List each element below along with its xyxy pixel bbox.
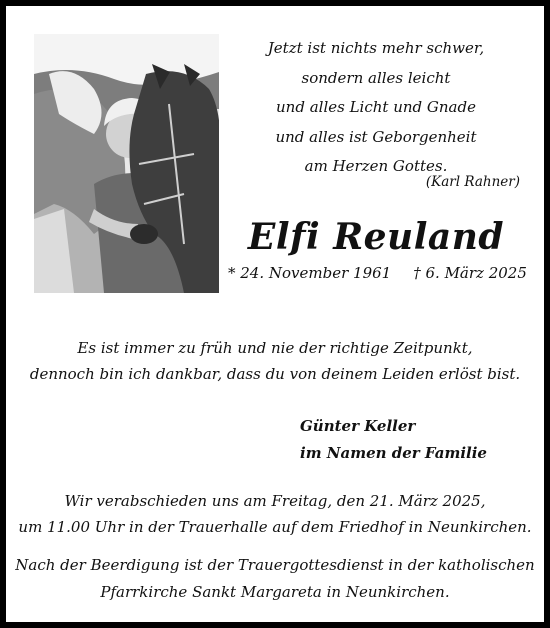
poem-line-3: und alles Licht und Gnade: [276, 98, 476, 116]
life-dates: [228, 264, 526, 282]
memorial-mass-info: [6, 552, 544, 606]
signature: [300, 413, 487, 467]
birth-date: * 24. November 1961: [228, 264, 392, 282]
death-date: † 6. März 2025: [413, 264, 527, 282]
poem-line-1: Jetzt ist nichts mehr schwer,: [267, 39, 485, 57]
poem-line-2: sondern alles leicht: [301, 68, 451, 87]
portrait-photo: [34, 34, 219, 293]
poem: [231, 34, 521, 182]
mass-line-2: Pfarrkirche Sankt Margareta in Neunkirchen.: [100, 583, 450, 601]
signature-name: Günter Keller: [300, 417, 416, 435]
message-line-1: Es ist immer zu früh und nie der richtige Zeitpunkt,: [77, 339, 473, 357]
photo-woman-with-horses: [34, 34, 219, 293]
poem-line-5: am Herzen Gottes.: [304, 157, 448, 175]
message-line-2: dennoch bin ich dankbar, dass du von deinem Leiden erlöst bist.: [29, 365, 521, 383]
service-line-2: um 11.00 Uhr in der Trauerhalle auf dem Friedhof in Neunkirchen.: [18, 518, 532, 536]
service-line-1: Wir verabschieden uns am Freitag, den 21. März 2025,: [64, 492, 486, 510]
poem-line-4: und alles ist Geborgenheit: [275, 127, 477, 146]
signature-role: im Namen der Familie: [300, 444, 487, 462]
deceased-name: Elfi Reuland: [247, 216, 505, 258]
poem-attribution: (Karl Rahner): [425, 174, 520, 190]
farewell-message: [6, 335, 544, 387]
funeral-service-info: [6, 488, 544, 540]
mass-line-1: Nach der Beerdigung ist der Trauergottesdienst in der katholischen: [15, 556, 535, 574]
